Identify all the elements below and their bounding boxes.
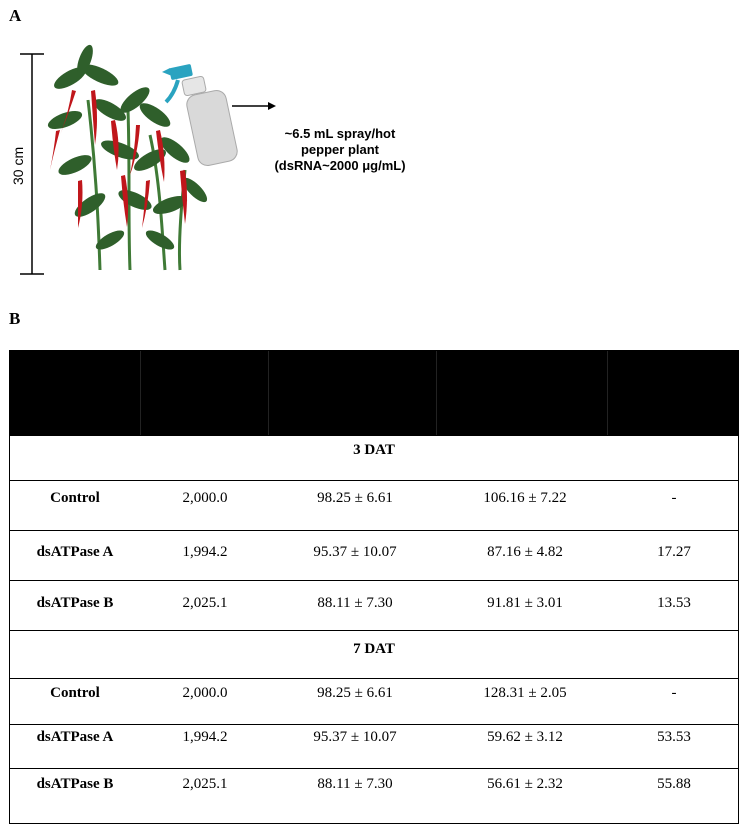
table-cell: 98.25 ± 6.61 bbox=[317, 490, 393, 506]
table-cell: 59.62 ± 3.12 bbox=[487, 729, 563, 745]
table-cell: dsATPase B bbox=[36, 595, 114, 611]
table-row bbox=[10, 678, 738, 724]
spray-description bbox=[270, 126, 410, 174]
section-row bbox=[10, 630, 738, 678]
table-cell: 1,994.2 bbox=[182, 544, 228, 560]
table-cell: 2,025.1 bbox=[182, 776, 228, 792]
table-cell: 106.16 ± 7.22 bbox=[483, 490, 567, 506]
table-row bbox=[10, 724, 738, 768]
table-row bbox=[10, 768, 738, 823]
table-cell: 88.11 ± 7.30 bbox=[317, 776, 393, 792]
table-cell: 91.81 ± 3.01 bbox=[487, 595, 563, 611]
spray-description-line: ~6.5 mL spray/hot bbox=[284, 126, 396, 141]
table-header-redacted bbox=[10, 351, 738, 435]
table-cell: 17.27 bbox=[657, 544, 691, 560]
header-divider bbox=[436, 351, 437, 435]
table-cell: 87.16 ± 4.82 bbox=[487, 544, 563, 560]
section-title: 3 DAT bbox=[353, 442, 395, 458]
table-cell: dsATPase A bbox=[36, 729, 114, 745]
table-cell: 53.53 bbox=[657, 729, 691, 745]
table-cell: - bbox=[671, 685, 677, 701]
table-row bbox=[10, 480, 738, 530]
table-cell: 95.37 ± 10.07 bbox=[313, 544, 397, 560]
header-divider bbox=[607, 351, 608, 435]
table-cell: 95.37 ± 10.07 bbox=[313, 729, 397, 745]
table-cell: 88.11 ± 7.30 bbox=[317, 595, 393, 611]
table-cell: 13.53 bbox=[657, 595, 691, 611]
height-ruler bbox=[10, 54, 44, 274]
table-cell: 2,000.0 bbox=[182, 685, 228, 701]
table-cell: 2,000.0 bbox=[182, 490, 228, 506]
table-cell: - bbox=[671, 490, 677, 506]
header-divider bbox=[268, 351, 269, 435]
table-cell: 98.25 ± 6.61 bbox=[317, 685, 393, 701]
table-cell: 128.31 ± 2.05 bbox=[483, 685, 567, 701]
table-cell: 2,025.1 bbox=[182, 595, 228, 611]
results-table bbox=[9, 350, 739, 824]
table-cell: Control bbox=[50, 685, 100, 701]
table-cell: dsATPase A bbox=[36, 544, 114, 560]
table-row bbox=[10, 580, 738, 630]
spray-description-line: pepper plant bbox=[300, 142, 379, 157]
spray-arrow bbox=[232, 102, 276, 110]
table-cell: 1,994.2 bbox=[182, 729, 228, 745]
spray-description-line: (dsRNA~2000 μg/mL) bbox=[274, 158, 406, 173]
section-row bbox=[10, 435, 738, 480]
panel-label-a: A bbox=[9, 6, 22, 25]
table-cell: 56.61 ± 2.32 bbox=[487, 776, 563, 792]
height-label: 30 cm bbox=[10, 146, 26, 185]
table-cell: 55.88 bbox=[657, 776, 691, 792]
spray-illustration bbox=[0, 30, 744, 290]
table-cell: dsATPase B bbox=[36, 776, 114, 792]
panel-label-b: B bbox=[9, 309, 21, 328]
table-cell: Control bbox=[50, 490, 100, 506]
section-title: 7 DAT bbox=[353, 641, 395, 657]
table-row bbox=[10, 530, 738, 580]
header-divider bbox=[140, 351, 141, 435]
